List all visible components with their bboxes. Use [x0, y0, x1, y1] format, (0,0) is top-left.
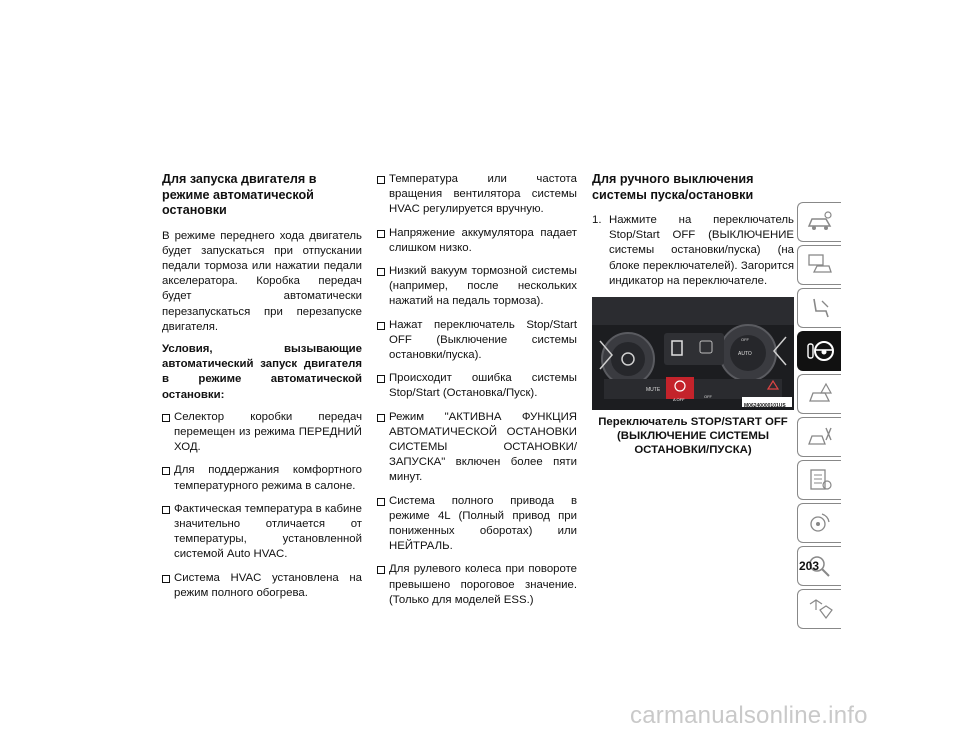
conditions-list-1: [162, 410, 362, 601]
switch-panel-illustration: [592, 297, 794, 410]
tab-message-car[interactable]: [797, 245, 841, 285]
step-text: Нажмите на переключатель Stop/Start OFF (ВЫКЛЮЧЕНИЕ системы остановки/пуска) (на блоке переключателей). Загорится индикатор на переключателе.: [609, 214, 794, 287]
auto-label: AUTO: [738, 351, 752, 358]
step-number: 1.: [592, 214, 602, 226]
left-column: [162, 172, 362, 609]
image-code: M06240000101US: [744, 403, 786, 410]
language-icon: [806, 596, 834, 622]
list-item: Система полного привода в режиме 4L (Полный привод при пониженных оборотах) или НЕЙТРАЛЬ.: [377, 494, 577, 555]
list-item: Фактическая температура в кабине значительно отличается от температуры, установленной системой Auto HVAC.: [162, 502, 362, 563]
tab-warning-car[interactable]: [797, 374, 841, 414]
tab-car-info[interactable]: [797, 202, 841, 242]
tab-maintenance-list[interactable]: [797, 460, 841, 500]
steps-list: [592, 213, 794, 289]
figure-caption: Переключатель STOP/START OFF (ВЫКЛЮЧЕНИЕ СИСТЕМЫ ОСТАНОВКИ/ПУСКА): [598, 416, 788, 457]
service-tools-icon: [806, 424, 834, 450]
step-item: [592, 213, 794, 289]
multimedia-icon: [806, 510, 834, 536]
conditions-heading: Условия, вызывающие автоматический запуск двигателя в режиме автоматической остановки:: [162, 342, 362, 401]
checkbox-bullet-icon: [162, 506, 170, 514]
checkbox-bullet-icon: [377, 230, 385, 238]
steering-wheel-icon: [805, 338, 835, 364]
list-item: Напряжение аккумулятора падает слишком низко.: [377, 226, 577, 256]
maintenance-list-icon: [806, 467, 834, 493]
page-number: 203: [799, 559, 820, 573]
switch-panel-photo: [592, 297, 794, 410]
list-item: Селектор коробки передач перемещен из режима ПЕРЕДНИЙ ХОД.: [162, 410, 362, 456]
checkbox-bullet-icon: [162, 467, 170, 475]
list-item: Низкий вакуум тормозной системы (например, после нескольких нажатий на педаль тормоза).: [377, 264, 577, 310]
checkbox-bullet-icon: [377, 375, 385, 383]
list-item: Нажат переключатель Stop/Start OFF (Выключение системы остановки/пуска).: [377, 318, 577, 364]
section-heading-manual-off: Для ручного выключения системы пуска/остановки: [592, 172, 754, 202]
car-info-icon: [806, 209, 834, 235]
mute-label: MUTE: [646, 387, 661, 394]
checkbox-bullet-icon: [162, 414, 170, 422]
list-item: Температура или частота вращения вентилятора системы HVAC регулируется вручную.: [377, 172, 577, 218]
right-column: [592, 172, 794, 457]
fan-off-label: OFF: [741, 337, 749, 343]
list-item: Происходит ошибка системы Stop/Start (Остановка/Пуск).: [377, 371, 577, 401]
conditions-list-2: [377, 172, 577, 608]
message-car-icon: [806, 252, 834, 278]
list-item: Система HVAC установлена на режим полного обогрева.: [162, 571, 362, 601]
checkbox-bullet-icon: [162, 575, 170, 583]
list-item: Для поддержания комфортного температурного режима в салоне.: [162, 463, 362, 493]
checkbox-bullet-icon: [377, 498, 385, 506]
checkbox-bullet-icon: [377, 414, 385, 422]
list-item: Для рулевого колеса при повороте превышено пороговое значение. (Только для моделей ESS.): [377, 562, 577, 608]
checkbox-bullet-icon: [377, 176, 385, 184]
auto-restart-paragraph: В режиме переднего хода двигатель будет запускаться при отпускании педали тормоза или нажатии педали акселератора. Коробка передач будет автоматически перезапускаться при перезапуске двигателя.: [162, 229, 362, 333]
checkbox-bullet-icon: [377, 566, 385, 574]
tab-seat[interactable]: [797, 288, 841, 328]
tab-steering-wheel[interactable]: [797, 331, 841, 371]
middle-column: [377, 172, 577, 616]
stop-start-off-label: A OFF: [673, 397, 685, 403]
warning-car-icon: [806, 381, 834, 407]
checkbox-bullet-icon: [377, 268, 385, 276]
tab-service-tools[interactable]: [797, 417, 841, 457]
tab-language[interactable]: [797, 589, 841, 629]
section-heading-auto-restart: Для запуска двигателя в режиме автоматической остановки: [162, 172, 317, 217]
tab-multimedia[interactable]: [797, 503, 841, 543]
checkbox-bullet-icon: [377, 322, 385, 330]
watermark-text: carmanualsonline.info: [630, 702, 868, 729]
list-item: Режим "АКТИВНА ФУНКЦИЯ АВТОМАТИЧЕСКОЙ ОСТАНОВКИ СИСТЕМЫ ОСТАНОВКИ/ЗАПУСКА" включен более пяти минут.: [377, 410, 577, 486]
seat-off-label: OFF: [704, 394, 712, 400]
seat-icon: [806, 295, 834, 321]
